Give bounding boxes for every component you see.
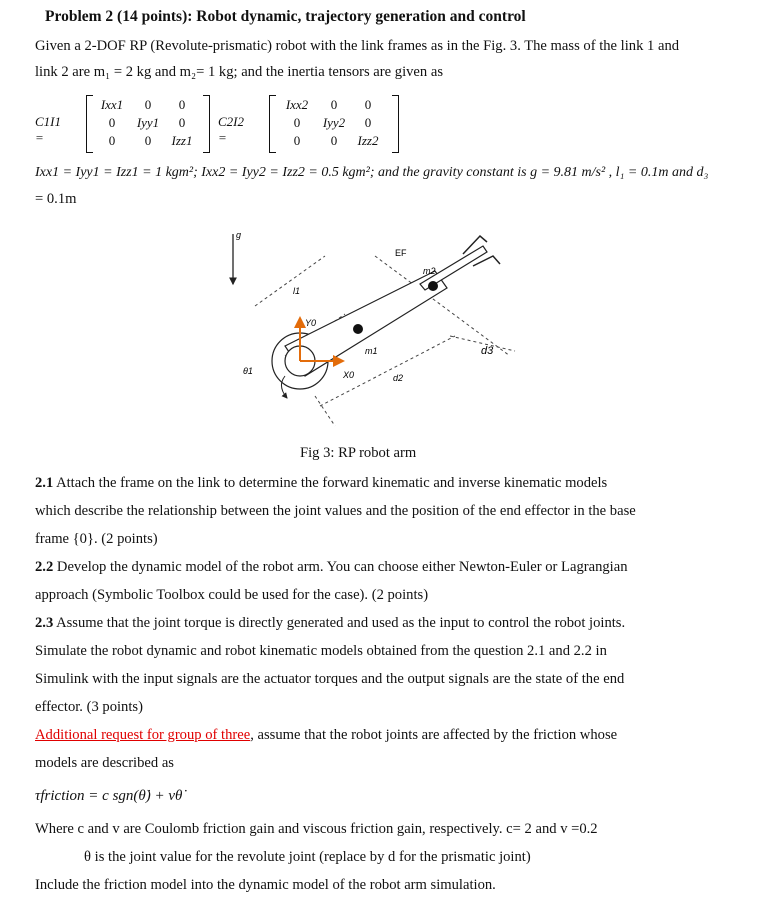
label-g: g: [236, 230, 242, 240]
params-line-2: = 0.1m: [35, 191, 77, 207]
additional-line-2: models are described as: [35, 755, 174, 771]
label-y0: Y0: [305, 318, 317, 328]
matrix-1-cell: 0: [178, 97, 186, 112]
matrix-1-cell: 0: [144, 133, 152, 148]
matrix-2-cell: 0: [330, 133, 338, 148]
matrix-2-cell: 0: [364, 115, 372, 130]
q22-line-2: approach (Symbolic Toolbox could be used for the case). (2 points): [35, 587, 429, 603]
matrix-2-right-bracket: [392, 95, 399, 153]
label-m1: m1: [365, 346, 378, 356]
matrix-1-cell: 0: [108, 133, 116, 148]
problem-title: Problem 2 (14 points): Robot dynamic, trajectory generation and control: [45, 8, 526, 25]
friction-line-1: Where c and v are Coulomb friction gain and viscous friction gain, respectively. c= 2 and v =0.2: [35, 821, 598, 837]
robot-arm-figure: [225, 226, 525, 441]
matrix-2-cell: Izz2: [357, 133, 379, 148]
additional-request-link[interactable]: Additional request for group of three: [35, 727, 251, 743]
matrix-2-cell: 0: [293, 133, 301, 148]
label-ef: EF: [395, 248, 407, 258]
matrix-1-left-bracket: [86, 95, 93, 153]
friction-line-3: Include the friction model into the dynamic model of the robot arm simulation.: [35, 877, 496, 893]
q23-number: 2.3: [35, 615, 54, 631]
q22-line-1: Develop the dynamic model of the robot arm. You can choose either Newton-Euler or Lagrangian: [53, 559, 628, 575]
matrix-1-lhs: C1I1 =: [35, 114, 61, 145]
q23-line-1: Assume that the joint torque is directly generated and used as the input to control the robot joints.: [53, 615, 626, 631]
label-x0: X0: [343, 370, 355, 380]
d2-ext-line: [315, 396, 335, 426]
figure-caption: Fig 3: RP robot arm: [300, 445, 417, 461]
matrix-1-cell: 0: [178, 115, 186, 130]
matrix-2-cell: 0: [330, 97, 338, 112]
theta-arrow: [281, 376, 287, 398]
matrix-2-cell: Iyy2: [322, 115, 346, 130]
label-l1: l1: [293, 286, 301, 296]
l1-dimension-line: [255, 256, 325, 306]
matrix-1-cell: Iyy1: [136, 115, 160, 130]
matrix-2-cell: 0: [293, 115, 301, 130]
q21-line-3: frame {0}. (2 points): [35, 531, 158, 547]
friction-line-2: θ is the joint value for the revolute joint (replace by d for the prismatic joint): [84, 849, 531, 865]
additional-rest: , assume that the robot joints are affected by the friction whose: [250, 727, 618, 743]
label-d2: d2: [393, 373, 404, 383]
q23-line-4: effector. (3 points): [35, 699, 143, 715]
q23-line-2: Simulate the robot dynamic and robot kinematic models obtained from the question 2.1 and 2.2 in: [35, 643, 607, 659]
q21-line-2: which describe the relationship between the joint values and the position of the end effector in the base: [35, 503, 636, 519]
label-d3: d3: [481, 345, 494, 357]
matrix-1-cell: 0: [108, 115, 116, 130]
friction-formula: τfriction = c sgn(θ̇) + vθ̇: [35, 788, 183, 804]
com-m1-icon: [353, 324, 363, 334]
params-line-1: Ixx1 = Iyy1 = Izz1 = 1 kgm²; Ixx2 = Iyy2 = Izz2 = 0.5 kgm²; and the gravity constant is g = 9.81 m/s² , l₁ = 0.1m and d₃: [35, 165, 709, 180]
matrix-2-lhs: C2I2 =: [218, 114, 244, 145]
label-theta1: θ1: [243, 366, 253, 376]
matrix-1-right-bracket: [203, 95, 210, 153]
com-m2-icon: [428, 281, 438, 291]
matrix-2-cell: Ixx2: [285, 97, 309, 112]
matrix-1-cell: Izz1: [171, 133, 193, 148]
matrix-1-cell: 0: [144, 97, 152, 112]
intro-line-1: Given a 2-DOF RP (Revolute-prismatic) robot with the link frames as in the Fig. 3. The mass of the link 1 and: [35, 38, 680, 54]
q22-number: 2.2: [35, 559, 54, 575]
q23-line-3: Simulink with the input signals are the actuator torques and the output signals are the state of the end: [35, 671, 625, 687]
matrix-1-cell: Ixx1: [100, 97, 124, 112]
intro-line-2: link 2 are m₁ = 2 kg and m₂= 1 kg; and the inertia tensors are given as: [35, 64, 443, 80]
label-m2: m2: [423, 266, 436, 276]
q21-line-1: Attach the frame on the link to determine the forward kinematic and inverse kinematic models: [53, 475, 608, 491]
matrix-2-cell: 0: [364, 97, 372, 112]
matrix-2-left-bracket: [269, 95, 276, 153]
q21-number: 2.1: [35, 475, 54, 491]
